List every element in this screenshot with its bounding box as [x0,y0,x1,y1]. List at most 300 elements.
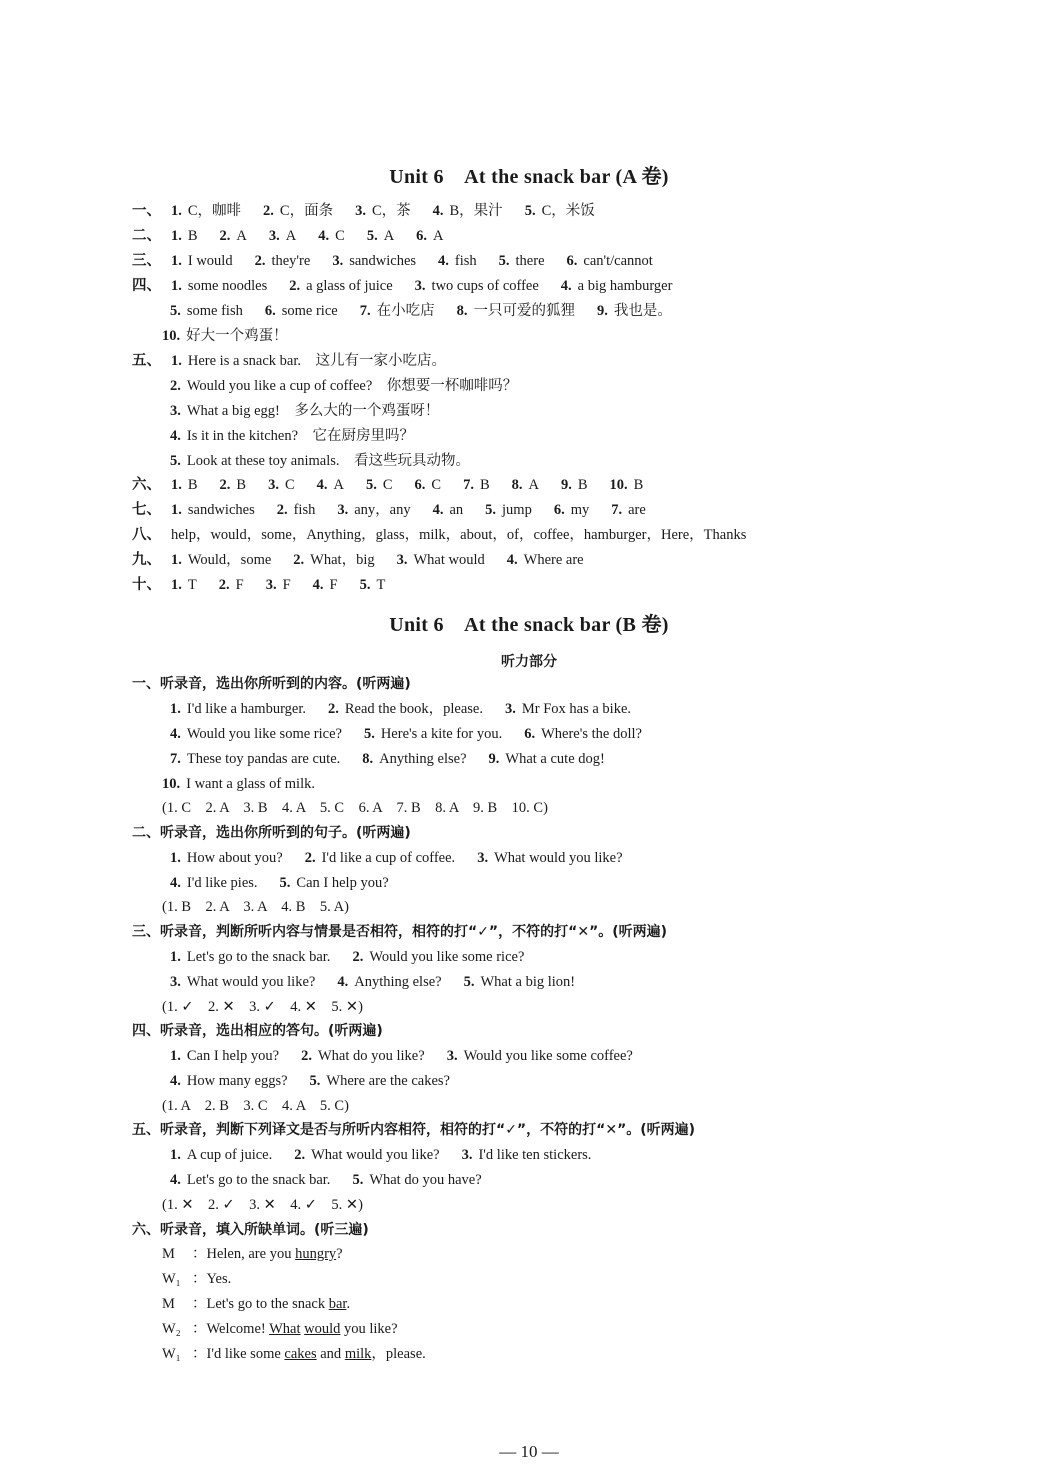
item-text: a glass of juice [306,278,393,294]
answer-item [219,575,244,595]
listening-item-row [170,972,597,992]
item-number: 4. [560,278,572,294]
item-text: Would you like some rice? [186,726,342,742]
item-number: 6. [416,228,428,244]
item-text: C，米饭 [541,203,595,219]
item-number: 6. [566,253,578,269]
item-number: 2. [328,701,339,717]
filled-blank: milk [344,1346,372,1362]
section-number: 一、 [132,203,161,219]
item-number: 5. [279,875,291,891]
item-text: they're [271,253,311,269]
section-heading-text: 二、听录音，选出你所听到的句子。(听两遍) [132,825,411,841]
answer-item [171,251,233,271]
item-number: 1. [170,1147,181,1163]
item-text: A [383,228,395,244]
answer-item [268,475,295,495]
dialogue-text: you like? [340,1321,398,1337]
item-number: 2. [289,278,301,294]
answer-item [457,301,575,321]
section-heading-text: 五、听录音，判断下列译文是否与所听内容相符，相符的打“✓”，不符的打“✕”。(听两遍) [132,1122,696,1138]
unit-a-row [170,451,492,471]
answer-item [433,500,464,520]
answer-item [266,575,291,595]
answer-item [170,699,306,719]
item-text: What would [413,552,485,568]
section-number: 六、 [132,477,161,493]
answer-item [171,575,197,595]
answer-item [171,351,446,371]
item-number: 2. [218,577,230,593]
answer-item [610,475,644,495]
item-number: 1. [171,228,182,244]
listening-section-heading [132,1120,695,1140]
item-text: B [187,228,198,244]
dialogue-line [162,1294,350,1314]
item-number: 4. [170,428,181,444]
answer-key-row [162,1195,363,1215]
answer-item [255,251,311,271]
item-text: I'd like a hamburger. [186,701,306,717]
item-number: 4. [170,1073,181,1089]
answer-item [317,475,344,495]
answer-item [352,1170,481,1190]
answer-item [337,972,441,992]
section-number: 五、 [132,353,161,369]
section-heading-text: 三、听录音，判断所听内容与情景是否相符，相符的打“✓”，不符的打“✕”。(听两遍) [132,924,668,940]
answer-item [289,276,392,296]
item-number: 3. [337,502,349,518]
page-number: — 10 — [499,1442,559,1461]
answer-key: (1. A 2. B 3. C 4. A 5. C) [162,1098,349,1114]
item-text: help，would，some，Anything，glass，milk，about，of，coffee，hamburger，Here，Thanks [171,527,747,543]
dialogue-text: and [316,1346,345,1362]
answer-item [263,201,333,221]
item-number: 4. [438,253,449,269]
item-number: 8. [456,303,468,319]
item-text: Here's a kite for you. [380,726,503,742]
item-number: 4. [318,228,330,244]
item-text: B [187,477,198,493]
item-number: 1. [171,203,182,219]
dialogue-line [162,1319,398,1339]
item-number: 1. [171,552,182,568]
answer-item [485,500,532,520]
item-number: 3. [396,552,408,568]
answer-item [269,226,296,246]
answer-item [447,1046,633,1066]
item-number: 5. [366,228,378,244]
item-text: What do you have? [369,1172,482,1188]
answer-item [171,525,746,545]
answer-item [525,201,595,221]
answer-item [170,724,342,744]
item-text: Can I help you? [296,875,389,891]
item-text: Anything else? [379,751,467,767]
item-text: some rice [281,303,338,319]
listening-subtitle: 听力部分 [501,654,557,670]
item-number: 3. [355,203,366,219]
item-number: 6. [264,303,276,319]
item-text: Mr Fox has a bike. [521,701,632,717]
item-number: 8. [511,477,523,493]
dialogue-line [162,1244,343,1264]
item-text: Where are the cakes? [326,1073,450,1089]
answer-item [265,301,338,321]
item-text: How many eggs? [186,1073,288,1089]
unit-b-title: Unit 6 At the snack bar (B 卷) [389,614,669,636]
item-text: B，果汁 [449,203,503,219]
listening-item-row [170,873,411,893]
answer-item [462,1145,592,1165]
item-text: How about you? [186,850,283,866]
listening-section-heading [132,674,411,694]
item-text: What would you like? [186,974,316,990]
answer-item [597,301,672,321]
answer-item [170,1071,288,1091]
section-number: 四、 [132,278,161,294]
unit-a-row [132,550,606,570]
item-number: 4. [432,502,444,518]
speaker: W₁ [162,1271,181,1287]
item-number: 7. [359,303,371,319]
listening-item-row [170,1071,472,1091]
item-text: T [187,577,197,593]
answer-item [171,550,271,570]
item-text: Would you like some rice? [369,949,525,965]
item-text: F [282,577,291,593]
item-number: 3. [446,1048,458,1064]
item-text: there [515,253,545,269]
item-text: sandwiches [349,253,417,269]
item-number: 3. [414,278,426,294]
item-text: sandwiches [187,502,255,518]
item-number: 8. [362,751,374,767]
item-text: What a cute dog! [505,751,605,767]
item-text: can't/cannot [583,253,653,269]
item-text: C，面条 [279,203,334,219]
item-text: fish [454,253,477,269]
unit-a-row [132,251,675,271]
answer-item [367,226,394,246]
item-number: 2. [301,1048,312,1064]
item-text: A cup of juice. [186,1147,273,1163]
answer-item [170,451,470,471]
unit-a-row [132,525,768,545]
item-number: 4. [506,552,518,568]
answer-item [561,475,588,495]
item-text: A [433,228,444,244]
answer-item [305,848,455,868]
item-text: Let's go to the snack bar. [186,1172,331,1188]
item-number: 3. [268,228,280,244]
answer-item [301,1046,425,1066]
listening-section-heading [132,1021,383,1041]
item-text: T [376,577,386,593]
item-text: any，any [354,502,411,518]
item-number: 5. [359,577,371,593]
item-text: some noodles [187,278,268,294]
item-number: 2. [219,228,231,244]
speaker: M [162,1296,175,1312]
item-number: 4. [337,974,349,990]
item-number: 10. [609,477,628,493]
item-text: B [479,477,490,493]
answer-item [170,1170,330,1190]
item-text: a big hamburger [577,278,673,294]
unit-a-row [170,401,461,421]
item-number: 3. [332,253,344,269]
answer-item [567,251,653,271]
item-text: What，big [310,552,375,568]
unit-a-row [132,276,694,296]
item-text: B [577,477,588,493]
answer-item [505,699,631,719]
item-text: C [431,477,442,493]
answer-item [170,1046,279,1066]
answer-key-row [162,1096,349,1116]
section-number: 八、 [132,527,161,543]
item-text: my [570,502,590,518]
item-number: 9. [561,477,572,493]
item-text: B [633,477,644,493]
item-text: C [284,477,295,493]
listening-item-row [170,1145,613,1165]
listening-item-row [170,1046,655,1066]
section-number: 七、 [132,502,161,518]
answer-item [524,724,642,744]
item-number: 10. [162,328,181,344]
answer-item [171,201,241,221]
item-number: 9. [596,303,608,319]
section-number: 二、 [132,228,161,244]
item-text: A [285,228,297,244]
speaker: M [162,1246,175,1262]
unit-a-title: Unit 6 At the snack bar (A 卷) [389,166,669,188]
item-text: I'd like a cup of coffee. [321,850,456,866]
item-text: What do you like? [317,1048,425,1064]
dialogue-text: ：Yes. [192,1271,232,1287]
item-number: 2. [293,552,305,568]
item-number: 3. [265,577,277,593]
answer-item [313,575,338,595]
answer-item [170,947,330,967]
filled-blank: What [269,1321,301,1337]
answer-item [171,276,267,296]
section-heading-text: 四、听录音，选出相应的答句。(听两遍) [132,1023,383,1039]
answer-item [280,873,389,893]
item-number: 2. [254,253,266,269]
answer-key-row [162,997,363,1017]
item-number: 5. [485,502,497,518]
unit-a-row [132,500,668,520]
unit-a-row [170,426,436,446]
listening-item-row [170,699,653,719]
item-text: What a big lion! [480,974,576,990]
item-text: Would you like a cup of coffee? 你想要一杯咖啡吗？ [186,378,518,394]
item-text: C [335,228,345,244]
unit-a-row [132,351,468,371]
answer-item [332,251,416,271]
answer-item [170,873,258,893]
speaker: W₁ [162,1346,181,1362]
item-number: 1. [171,278,182,294]
item-number: 2. [294,1147,306,1163]
item-text: B [236,477,247,493]
item-text: are [628,502,646,518]
unit-a-row [132,575,407,595]
listening-section-heading [132,922,667,942]
item-number: 2. [304,850,316,866]
answer-item [170,972,315,992]
answer-key: (1. B 2. A 3. A 4. B 5. A) [162,899,349,915]
answer-item [170,376,517,396]
answer-item [352,947,524,967]
item-number: 3. [170,403,181,419]
answer-item [499,251,545,271]
answer-key: (1. ✕ 2. ✓ 3. ✕ 4. ✓ 5. ✕) [162,1197,363,1213]
answer-item [360,301,435,321]
listening-section-heading [132,823,411,843]
filled-blank: cakes [284,1346,317,1362]
item-number: 1. [171,353,182,369]
dialogue-line [162,1344,426,1364]
answer-item [162,326,288,346]
item-text: I want a glass of milk. [186,776,315,792]
answer-item [310,1071,450,1091]
dialogue-text: ：I'd like some [192,1346,285,1362]
unit-a-row [162,326,310,346]
item-number: 4. [312,577,324,593]
item-number: 4. [432,203,444,219]
item-number: 6. [553,502,565,518]
answer-item [477,848,622,868]
item-number: 4. [170,875,181,891]
answer-item [170,401,439,421]
listening-item-row [170,848,645,868]
item-number: 1. [170,949,181,965]
item-text: Is it in the kitchen? 它在厨房里吗？ [186,428,415,444]
item-text: A [333,477,344,493]
answer-key: (1. C 2. A 3. B 4. A 5. C 6. A 7. B 8. A 9. B 10. C) [162,800,548,816]
item-number: 1. [171,477,182,493]
item-number: 1. [171,577,182,593]
answer-item [220,226,247,246]
item-number: 2. [276,502,288,518]
answer-item [170,1145,272,1165]
answer-item [415,475,442,495]
item-text: Read the book，please. [344,701,483,717]
answer-item [328,699,483,719]
item-text: C，茶 [371,203,411,219]
answer-item [362,749,466,769]
answer-item [277,500,316,520]
answer-item [416,226,443,246]
item-number: 3. [461,1147,473,1163]
listening-item-row [170,724,664,744]
item-number: 2. [219,477,231,493]
item-text: Here is a snack bar. 这儿有一家小吃店。 [187,353,447,369]
dialogue-text: ? [336,1246,343,1262]
item-text: These toy pandas are cute. [186,751,341,767]
item-text: jump [502,502,532,518]
item-text: What would you like? [311,1147,440,1163]
item-text: fish [293,502,316,518]
answer-item [318,226,345,246]
item-text: Anything else? [354,974,442,990]
item-number: 3. [477,850,489,866]
item-text: What would you like? [494,850,623,866]
item-text: Let's go to the snack bar. [186,949,331,965]
unit-a-row [132,475,665,495]
answer-item [433,201,503,221]
item-text: I'd like ten stickers. [478,1147,592,1163]
answer-key: (1. ✓ 2. ✕ 3. ✓ 4. ✕ 5. ✕) [162,999,363,1015]
item-number: 1. [171,253,182,269]
dialogue-text: . [346,1296,351,1312]
item-text: I'd like pies. [186,875,258,891]
item-number: 3. [268,477,279,493]
item-text: 我也是。 [613,303,672,319]
unit-a-row [170,301,694,321]
answer-item [364,724,502,744]
filled-blank: bar [328,1296,347,1312]
item-number: 5. [524,203,536,219]
dialogue-text: ：Helen, are you [192,1246,296,1262]
item-number: 5. [363,726,375,742]
speaker: W₂ [162,1321,181,1337]
item-text: Would，some [187,552,272,568]
answer-item [293,550,374,570]
item-number: 4. [316,477,328,493]
filled-blank: would [304,1321,341,1337]
answer-item [337,500,410,520]
item-number: 6. [414,477,426,493]
item-text: F [329,577,338,593]
item-number: 5. [463,974,475,990]
answer-item [438,251,477,271]
listening-item-row [170,749,627,769]
item-number: 7. [463,477,474,493]
section-number: 九、 [132,552,161,568]
item-number: 7. [170,751,181,767]
item-number: 9. [488,751,500,767]
item-number: 6. [524,726,536,742]
item-number: 2. [170,378,181,394]
filled-blank: hungry [295,1246,337,1262]
section-number: 三、 [132,253,161,269]
answer-item [170,426,414,446]
item-text: I would [187,253,233,269]
item-text: 一只可爱的狐狸 [473,303,575,319]
item-text: 好大一个鸡蛋！ [186,328,288,344]
item-text: Where's the doll? [541,726,642,742]
item-text: an [449,502,464,518]
item-text: Look at these toy animals. 看这些玩具动物。 [186,453,470,469]
answer-item [463,475,490,495]
dialogue-text: ，please. [371,1346,426,1362]
answer-item [464,972,576,992]
answer-item [170,749,340,769]
item-text: A [236,228,247,244]
item-number: 1. [170,701,181,717]
dialogue-text: ：Let's go to the snack [192,1296,329,1312]
answer-item [561,276,673,296]
answer-item [415,276,539,296]
answer-item [355,201,411,221]
answer-item [512,475,539,495]
item-number: 5. [170,303,181,319]
